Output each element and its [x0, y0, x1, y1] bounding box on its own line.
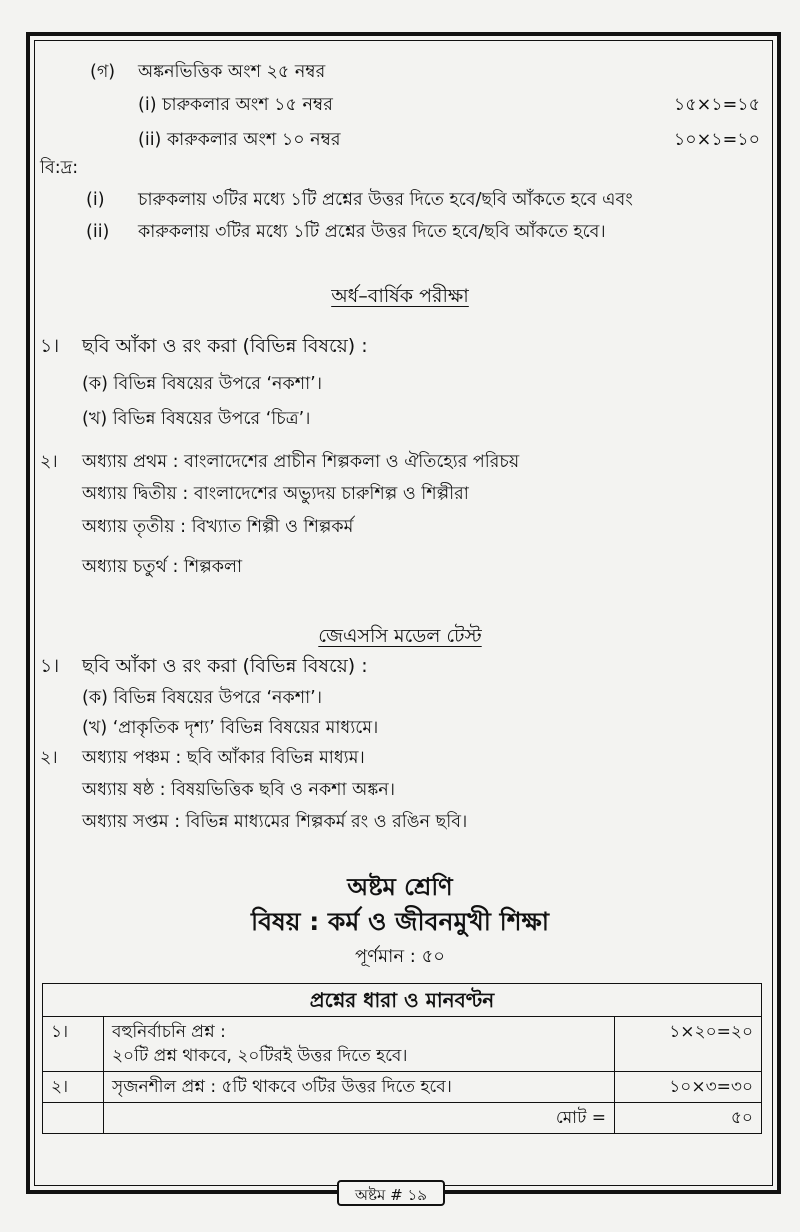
table-row-marks: ১০×৩=৩০	[615, 1072, 762, 1103]
half-q2-item-2: অধ্যায় দ্বিতীয় : বাংলাদেশের অভ্যুদয় চারুশিল্প ও শিল্পীরা	[82, 484, 469, 504]
table-row-title: বহুনির্বাচনি প্রশ্ন :	[112, 1022, 226, 1042]
jsc-q2-item-2: অধ্যায় ষষ্ঠ : বিষয়ভিত্তিক ছবি ও নকশা অঙ্কন।	[82, 780, 395, 800]
jsc-title: জেএসসি মডেল টেস্ট	[318, 625, 482, 647]
jsc-q1-title: ছবি আঁকা ও রং করা (বিভিন্ন বিষয়ে) :	[82, 655, 368, 677]
table-total-empty	[43, 1103, 104, 1134]
marks-distribution-table	[42, 983, 762, 1134]
table-total-value: ৫০	[615, 1103, 762, 1134]
part-ga-item-2: (ii) কারুকলার অংশ ১০ নম্বর	[138, 130, 341, 150]
jsc-q2-item-3: অধ্যায় সপ্তম : বিভিন্ন মাধ্যমের শিল্পকর্ম রং ও রঙিন ছবি।	[82, 812, 468, 832]
table-row-desc: ২০টি প্রশ্ন থাকবে, ২০টিরই উত্তর দিতে হবে।	[112, 1046, 408, 1066]
page-footer: অষ্টম # ১৯	[337, 1180, 445, 1206]
full-marks: পূর্ণমান : ৫০	[355, 946, 445, 967]
table-row-title: সৃজনশীল প্রশ্ন : ৫টি থাকবে ৩টির উত্তর দিতে হবে।	[112, 1077, 452, 1097]
half-q1-item-2: (খ) বিভিন্ন বিষয়ের উপরে ‘চিত্র’।	[82, 409, 311, 429]
half-q2-item-1: অধ্যায় প্রথম : বাংলাদেশের প্রাচীন শিল্পকলা ও ঐতিহ্যের পরিচয়	[82, 452, 520, 472]
table-row-marks: ১×২০=২০	[615, 1017, 762, 1072]
table-total-label: মোট =	[104, 1103, 615, 1134]
class-heading: অষ্টম শ্রেণি	[347, 873, 453, 901]
table-row-content	[104, 1072, 615, 1103]
half-q1-num: ১।	[40, 335, 60, 357]
table-header-row	[43, 984, 762, 1017]
part-ga-item-2-calc: ১০×১=১০	[673, 130, 760, 150]
half-q2-item-4: অধ্যায় চতুর্থ : শিল্পকলা	[82, 557, 243, 577]
half-q1-item-1: (ক) বিভিন্ন বিষয়ের উপরে ‘নকশা’।	[82, 374, 322, 394]
table-row-num: ১।	[43, 1017, 104, 1072]
part-ga-title: অঙ্কনভিত্তিক অংশ ২৫ নম্বর	[138, 62, 326, 82]
half-q1-title: ছবি আঁকা ও রং করা (বিভিন্ন বিষয়ে) :	[82, 335, 368, 357]
jsc-q1-item-1: (ক) বিভিন্ন বিষয়ের উপরে ‘নকশা’।	[82, 688, 322, 708]
jsc-q2-num: ২।	[40, 748, 58, 768]
note-item-2-num: (ii)	[86, 222, 110, 242]
part-ga-label: (গ)	[90, 62, 116, 82]
note-item-1-num: (i)	[86, 190, 105, 210]
table-total-row	[43, 1103, 762, 1134]
note-label: বি:দ্র:	[40, 158, 79, 178]
half-q2-item-3: অধ্যায় তৃতীয় : বিখ্যাত শিল্পী ও শিল্পকর্ম	[82, 517, 354, 537]
note-item-2-text: কারুকলায় ৩টির মধ্যে ১টি প্রশ্নের উত্তর দিতে হবে/ছবি আঁকতে হবে।	[138, 222, 606, 242]
part-ga-item-1-calc: ১৫×১=১৫	[673, 95, 760, 115]
note-item-1-text: চারুকলায় ৩টির মধ্যে ১টি প্রশ্নের উত্তর দিতে হবে/ছবি আঁকতে হবে এবং	[138, 190, 633, 210]
subject-heading: বিষয় : কর্ম ও জীবনমুখী শিক্ষা	[250, 907, 550, 936]
half-yearly-title: অর্ধ–বার্ষিক পরীক্ষা	[331, 285, 469, 307]
table-row-num: ২।	[43, 1072, 104, 1103]
table-row	[43, 1072, 762, 1103]
jsc-q1-item-2: (খ) ‘প্রাকৃতিক দৃশ্য’ বিভিন্ন বিষয়ের মাধ্যমে।	[82, 718, 379, 738]
jsc-q2-item-1: অধ্যায় পঞ্চম : ছবি আঁকার বিভিন্ন মাধ্যম।	[82, 748, 365, 768]
table-header: প্রশ্নের ধারা ও মানবণ্টন	[43, 984, 762, 1017]
half-q2-num: ২।	[40, 452, 58, 472]
table-row	[43, 1017, 762, 1072]
table-row-content	[104, 1017, 615, 1072]
jsc-q1-num: ১।	[40, 655, 60, 677]
part-ga-item-1: (i) চারুকলার অংশ ১৫ নম্বর	[138, 95, 333, 115]
